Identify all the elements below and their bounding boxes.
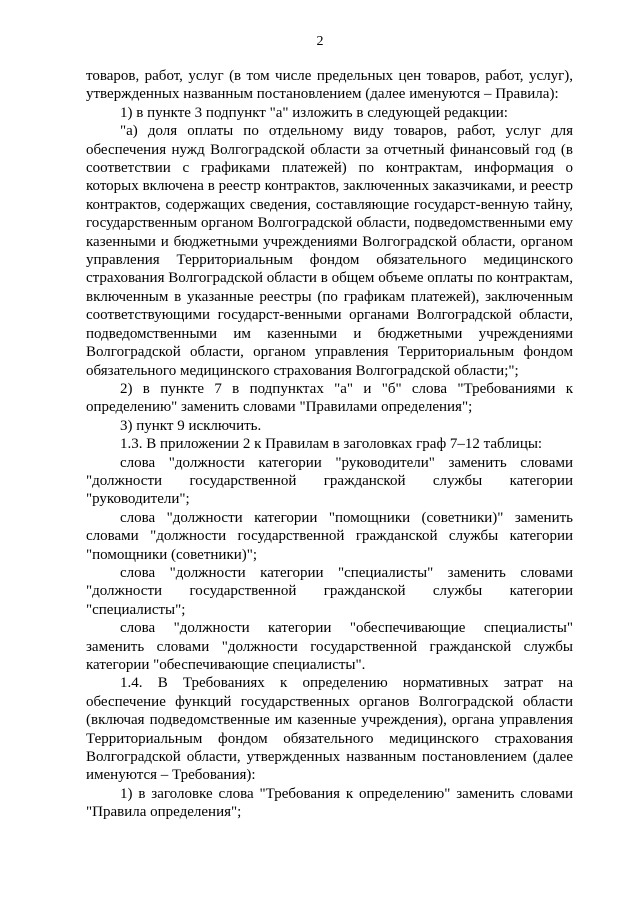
page-number: 2	[316, 34, 324, 49]
paragraph: 3) пункт 9 исключить.	[120, 417, 262, 434]
paragraph: слова "должности категории "руководители" заменить словами "должности государственной гражданской службы категории "руководители";	[86, 454, 573, 508]
paragraph: слова "должности категории "помощники (советники)" заменить словами "должности государственной гражданской службы категории "помощники (советники)";	[86, 509, 573, 563]
paragraph: 1) в пункте 3 подпункт "а" изложить в следующей редакции:	[120, 104, 508, 121]
paragraph: товаров, работ, услуг (в том числе предельных цен товаров, работ, услуг), утвержденных названным постановлением (далее именуются – Правила):	[86, 68, 573, 103]
paragraph: 1.3. В приложении 2 к Правилам в заголовках граф 7–12 таблицы:	[120, 436, 543, 453]
document-body	[86, 67, 573, 822]
paragraph: слова "должности категории "специалисты" заменить словами "должности государственной гражданской службы категории "специалисты";	[86, 564, 573, 618]
paragraph: 2) в пункте 7 в подпунктах "а" и "б" слова "Требованиями к определению" заменить словами "Правилами определения";	[86, 380, 573, 416]
paragraph: 1.4. В Требованиях к определению нормативных затрат на обеспечение функций государственных органов Волгоградской области (включая подведомственные им казенные учреждения), органа управления Территориальным фондом обязательного медицинского страхования Волгоградской области, утвержденных названным постановлением (далее именуются – Требования):	[86, 675, 573, 784]
paragraph: "а) доля оплаты по отдельному виду товаров, работ, услуг для обеспечения нужд Волгоградской области за отчетный финансовый год (в соответствии с графиками платежей) по контрактам, информация о которых включена в реестр контрактов, заключенных заказчиками, и реестр контрактов, содержащих сведения, составляющие государст-венную тайну, государственным органом Волгоградской области, подведомственными ему казенными и бюджетными учреждениями Волгоградской области, органом управления Территориальным фондом обязательного медицинского страхования Волгоградской области в общем объеме оплаты по контрактам, включенным в указанные реестры (по графикам платежей), заключенным соответствующими государст-венными органами Волгоградской области, подведомственными им казенными и бюджетными учреждениями Волгоградской области, органом управления Территориальным фондом обязательного медицинского страхования Волгоградской области;";	[86, 123, 573, 379]
paragraph: 1) в заголовке слова "Требования к определению" заменить словами "Правила определения";	[86, 785, 573, 821]
paragraph: слова "должности категории "обеспечивающие специалисты" заменить словами "должности государственной гражданской службы категории "обеспечивающие специалисты".	[86, 620, 573, 673]
